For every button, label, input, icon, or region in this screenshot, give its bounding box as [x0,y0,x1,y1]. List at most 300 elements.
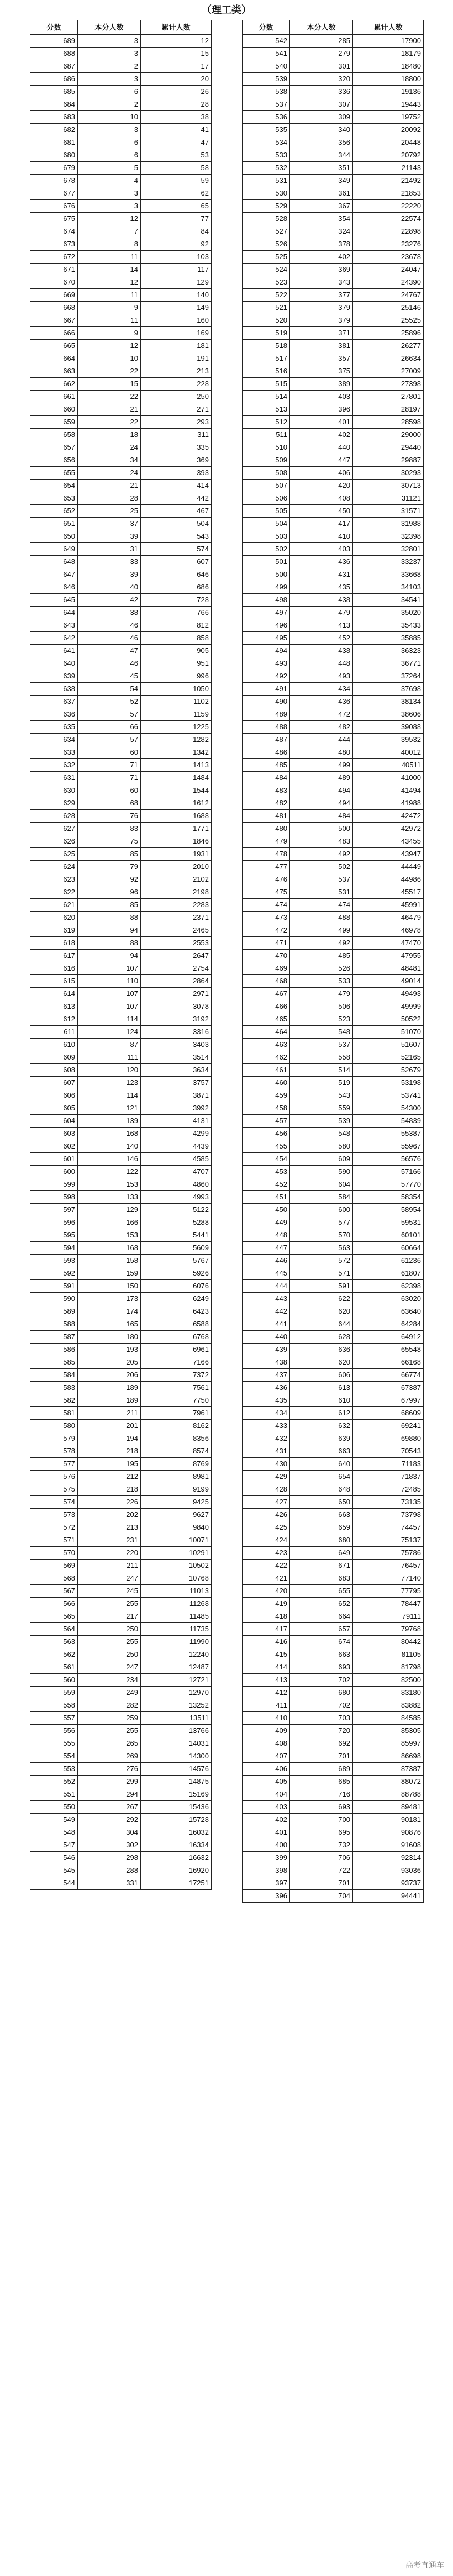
table-row [243,378,424,391]
table-row [30,1699,212,1712]
table-row [30,1560,212,1572]
table-row [243,1801,424,1814]
cumulative-cell: 1050 [141,683,212,696]
table-row [30,1013,212,1026]
score-cell: 573 [30,1509,78,1521]
cumulative-cell: 7750 [141,1394,212,1407]
table-row [30,454,212,467]
table-row [243,1852,424,1864]
score-cell: 526 [243,238,290,251]
count-cell: 531 [290,886,353,899]
count-cell: 85 [78,899,141,912]
cumulative-cell: 10291 [141,1547,212,1560]
score-cell: 426 [243,1509,290,1521]
count-cell: 671 [290,1560,353,1572]
score-cell: 508 [243,467,290,480]
cumulative-cell: 88072 [353,1776,424,1788]
count-cell: 577 [290,1216,353,1229]
score-cell: 647 [30,568,78,581]
score-cell: 593 [30,1255,78,1267]
table-row [30,1382,212,1394]
table-row [30,962,212,975]
table-row [30,797,212,810]
score-cell: 491 [243,683,290,696]
score-cell: 463 [243,1039,290,1051]
table-row [30,1140,212,1153]
score-cell: 549 [30,1814,78,1826]
cumulative-cell: 1931 [141,848,212,861]
score-cell: 673 [30,238,78,251]
count-cell: 506 [290,1000,353,1013]
count-cell: 379 [290,314,353,327]
table-row [243,175,424,187]
score-cell: 554 [30,1750,78,1763]
table-row [30,162,212,175]
cumulative-cell: 90181 [353,1814,424,1826]
count-cell: 484 [290,810,353,823]
table-row [30,416,212,429]
count-cell: 663 [290,1445,353,1458]
cumulative-cell: 58 [141,162,212,175]
count-cell: 655 [290,1585,353,1598]
count-cell: 267 [78,1801,141,1814]
table-row [243,416,424,429]
score-cell: 474 [243,899,290,912]
cumulative-cell: 15 [141,48,212,60]
table-row [30,1534,212,1547]
score-cell: 623 [30,873,78,886]
table-row [30,1255,212,1267]
score-cell: 616 [30,962,78,975]
cumulative-cell: 65 [141,200,212,213]
cumulative-cell: 24390 [353,276,424,289]
table-row [243,1077,424,1089]
count-cell: 438 [290,645,353,657]
score-cell: 417 [243,1623,290,1636]
count-cell: 680 [290,1534,353,1547]
score-cell: 608 [30,1064,78,1077]
cumulative-cell: 29440 [353,441,424,454]
table-row [243,136,424,149]
cumulative-cell: 85305 [353,1725,424,1737]
score-cell: 470 [243,950,290,962]
score-cell: 541 [243,48,290,60]
score-cell: 551 [30,1788,78,1801]
count-cell: 139 [78,1115,141,1128]
count-cell: 613 [290,1382,353,1394]
score-cell: 610 [30,1039,78,1051]
count-cell: 247 [78,1572,141,1585]
count-cell: 52 [78,696,141,708]
cumulative-cell: 13766 [141,1725,212,1737]
score-cell: 613 [30,1000,78,1013]
table-row [243,721,424,734]
score-cell: 405 [243,1776,290,1788]
table-row [243,1483,424,1496]
cumulative-cell: 19136 [353,86,424,98]
table-row [243,1623,424,1636]
count-cell: 563 [290,1242,353,1255]
cumulative-cell: 4439 [141,1140,212,1153]
count-cell: 76 [78,810,141,823]
table-row [243,302,424,314]
count-cell: 448 [290,657,353,670]
table-row [30,1242,212,1255]
count-cell: 309 [290,111,353,124]
cumulative-cell: 49493 [353,988,424,1000]
score-cell: 558 [30,1699,78,1712]
count-cell: 320 [290,73,353,86]
cumulative-cell: 36323 [353,645,424,657]
count-cell: 379 [290,302,353,314]
table-row [243,823,424,835]
table-row [30,1585,212,1598]
count-cell: 340 [290,124,353,136]
score-cell: 522 [243,289,290,302]
score-cell: 547 [30,1839,78,1852]
table-row [243,657,424,670]
count-cell: 12 [78,213,141,225]
table-row [30,975,212,988]
score-cell: 511 [243,429,290,441]
table-row [30,772,212,784]
cumulative-cell: 73798 [353,1509,424,1521]
cumulative-cell: 47 [141,136,212,149]
cumulative-cell: 67387 [353,1382,424,1394]
count-cell: 590 [290,1166,353,1178]
table-row [30,492,212,505]
cumulative-cell: 73135 [353,1496,424,1509]
table-row [30,568,212,581]
cumulative-cell: 81798 [353,1661,424,1674]
cumulative-cell: 21492 [353,175,424,187]
cumulative-cell: 20092 [353,124,424,136]
table-row [243,1471,424,1483]
score-cell: 477 [243,861,290,873]
cumulative-cell: 54300 [353,1102,424,1115]
count-cell: 298 [78,1852,141,1864]
table-row [243,1890,424,1903]
cumulative-cell: 169 [141,327,212,340]
count-cell: 591 [290,1280,353,1293]
count-cell: 636 [290,1344,353,1356]
table-row [30,848,212,861]
score-cell: 659 [30,416,78,429]
score-cell: 523 [243,276,290,289]
count-cell: 122 [78,1166,141,1178]
count-cell: 107 [78,988,141,1000]
table-row [30,873,212,886]
header-score: 分数 [243,20,290,35]
count-cell: 217 [78,1610,141,1623]
score-cell: 449 [243,1216,290,1229]
score-cell: 625 [30,848,78,861]
score-cell: 620 [30,912,78,924]
cumulative-cell: 30713 [353,480,424,492]
cumulative-cell: 93737 [353,1877,424,1890]
cumulative-cell: 3403 [141,1039,212,1051]
table-row [243,975,424,988]
table-row [30,1191,212,1204]
cumulative-cell: 250 [141,391,212,403]
count-cell: 150 [78,1280,141,1293]
cumulative-cell: 93036 [353,1864,424,1877]
table-row [243,759,424,772]
table-row [30,1521,212,1534]
cumulative-cell: 5441 [141,1229,212,1242]
score-cell: 686 [30,73,78,86]
table-row [30,403,212,416]
score-cell: 466 [243,1000,290,1013]
score-cell: 641 [30,645,78,657]
count-cell: 357 [290,352,353,365]
count-cell: 440 [290,441,353,454]
count-cell: 367 [290,200,353,213]
cumulative-cell: 905 [141,645,212,657]
score-cell: 457 [243,1115,290,1128]
cumulative-cell: 22574 [353,213,424,225]
score-cell: 548 [30,1826,78,1839]
score-cell: 428 [243,1483,290,1496]
cumulative-cell: 92314 [353,1852,424,1864]
score-cell: 584 [30,1369,78,1382]
cumulative-cell: 28197 [353,403,424,416]
table-row [30,1877,212,1890]
count-cell: 33 [78,556,141,568]
cumulative-cell: 9425 [141,1496,212,1509]
table-row [30,1420,212,1432]
table-row [30,1178,212,1191]
cumulative-cell: 60101 [353,1229,424,1242]
table-row [243,1547,424,1560]
table-row [243,607,424,619]
table-row [243,1204,424,1216]
table-row [30,1496,212,1509]
count-cell: 452 [290,632,353,645]
score-cell: 560 [30,1674,78,1687]
count-cell: 375 [290,365,353,378]
score-cell: 677 [30,187,78,200]
table-row [243,950,424,962]
cumulative-cell: 86698 [353,1750,424,1763]
score-cell: 408 [243,1737,290,1750]
count-cell: 499 [290,924,353,937]
table-row [243,213,424,225]
cumulative-cell: 18480 [353,60,424,73]
count-cell: 500 [290,823,353,835]
cumulative-cell: 3634 [141,1064,212,1077]
cumulative-cell: 3757 [141,1077,212,1089]
score-cell: 478 [243,848,290,861]
table-row [30,1801,212,1814]
table-row [243,696,424,708]
header-score: 分数 [30,20,78,35]
count-cell: 406 [290,467,353,480]
table-row [30,276,212,289]
count-cell: 702 [290,1674,353,1687]
cumulative-cell: 160 [141,314,212,327]
table-row [243,1331,424,1344]
cumulative-cell: 2283 [141,899,212,912]
table-row [30,1636,212,1648]
table-row [30,924,212,937]
score-cell: 675 [30,213,78,225]
cumulative-cell: 66774 [353,1369,424,1382]
count-cell: 685 [290,1776,353,1788]
table-row [30,746,212,759]
score-cell: 430 [243,1458,290,1471]
cumulative-cell: 3992 [141,1102,212,1115]
score-cell: 514 [243,391,290,403]
table-row [30,1788,212,1801]
count-cell: 349 [290,175,353,187]
table-row [30,950,212,962]
count-cell: 331 [78,1877,141,1890]
cumulative-cell: 23276 [353,238,424,251]
count-cell: 28 [78,492,141,505]
count-cell: 403 [290,543,353,556]
cumulative-cell: 2647 [141,950,212,962]
table-row [30,251,212,264]
table-row [30,149,212,162]
count-cell: 413 [290,619,353,632]
table-row [243,632,424,645]
count-cell: 165 [78,1318,141,1331]
count-cell: 57 [78,708,141,721]
cumulative-cell: 54839 [353,1115,424,1128]
table-row [243,467,424,480]
cumulative-cell: 43947 [353,848,424,861]
score-cell: 479 [243,835,290,848]
score-cell: 504 [243,518,290,530]
score-cell: 475 [243,886,290,899]
count-cell: 485 [290,950,353,962]
score-cell: 545 [30,1864,78,1877]
table-row [243,1750,424,1763]
score-cell: 599 [30,1178,78,1191]
table-row [30,1204,212,1216]
count-cell: 689 [290,1763,353,1776]
table-row [30,1305,212,1318]
cumulative-cell: 43455 [353,835,424,848]
score-cell: 468 [243,975,290,988]
table-row [30,1356,212,1369]
score-cell: 524 [243,264,290,276]
table-row [30,1598,212,1610]
cumulative-cell: 271 [141,403,212,416]
table-row [30,378,212,391]
cumulative-cell: 1846 [141,835,212,848]
score-cell: 672 [30,251,78,264]
count-cell: 559 [290,1102,353,1115]
count-cell: 304 [78,1826,141,1839]
count-cell: 10 [78,111,141,124]
table-row [30,1216,212,1229]
cumulative-cell: 80442 [353,1636,424,1648]
score-cell: 631 [30,772,78,784]
cumulative-cell: 33237 [353,556,424,568]
cumulative-cell: 41 [141,124,212,136]
score-cell: 658 [30,429,78,441]
table-row [243,1229,424,1242]
score-cell: 622 [30,886,78,899]
score-cell: 458 [243,1102,290,1115]
score-cell: 498 [243,594,290,607]
count-cell: 482 [290,721,353,734]
count-cell: 193 [78,1344,141,1356]
count-cell: 431 [290,568,353,581]
cumulative-cell: 5767 [141,1255,212,1267]
count-cell: 572 [290,1255,353,1267]
count-cell: 622 [290,1293,353,1305]
score-cell: 441 [243,1318,290,1331]
count-cell: 231 [78,1534,141,1547]
table-row [30,238,212,251]
score-cell: 400 [243,1839,290,1852]
score-cell: 585 [30,1356,78,1369]
cumulative-cell: 26277 [353,340,424,352]
table-row [243,1382,424,1394]
count-cell: 533 [290,975,353,988]
score-cell: 501 [243,556,290,568]
header-count: 本分人数 [290,20,353,35]
cumulative-cell: 191 [141,352,212,365]
count-cell: 68 [78,797,141,810]
cumulative-cell: 56576 [353,1153,424,1166]
count-cell: 60 [78,784,141,797]
table-row [243,340,424,352]
score-cell: 682 [30,124,78,136]
table-row [243,1356,424,1369]
count-cell: 201 [78,1420,141,1432]
score-cell: 515 [243,378,290,391]
score-cell: 495 [243,632,290,645]
cumulative-cell: 311 [141,429,212,441]
count-cell: 580 [290,1140,353,1153]
table-row [243,1407,424,1420]
cumulative-cell: 72485 [353,1483,424,1496]
score-cell: 528 [243,213,290,225]
score-cell: 497 [243,607,290,619]
score-cell: 424 [243,1534,290,1547]
table-row [243,746,424,759]
cumulative-cell: 149 [141,302,212,314]
cumulative-cell: 11485 [141,1610,212,1623]
score-cell: 469 [243,962,290,975]
cumulative-cell: 20 [141,73,212,86]
cumulative-cell: 45517 [353,886,424,899]
score-cell: 566 [30,1598,78,1610]
cumulative-cell: 15728 [141,1814,212,1826]
score-cell: 502 [243,543,290,556]
table-row [243,1153,424,1166]
cumulative-cell: 18179 [353,48,424,60]
cumulative-cell: 5609 [141,1242,212,1255]
cumulative-cell: 90876 [353,1826,424,1839]
table-row [243,1534,424,1547]
cumulative-cell: 15436 [141,1801,212,1814]
score-cell: 425 [243,1521,290,1534]
count-cell: 488 [290,912,353,924]
score-cell: 650 [30,530,78,543]
score-cell: 520 [243,314,290,327]
score-cell: 488 [243,721,290,734]
table-row [243,670,424,683]
table-row [30,708,212,721]
table-row [30,48,212,60]
table-row [243,581,424,594]
cumulative-cell: 467 [141,505,212,518]
